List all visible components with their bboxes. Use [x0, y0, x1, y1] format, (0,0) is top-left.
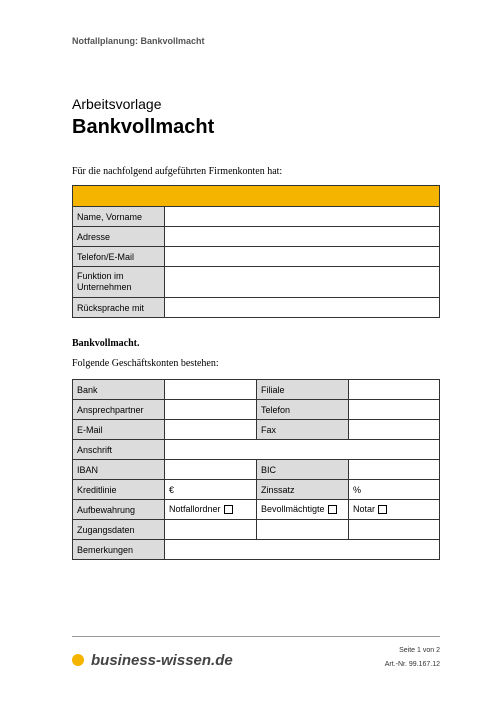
table-row: [73, 440, 440, 460]
label-filiale: Filiale: [257, 380, 349, 400]
article-number: Art.-Nr. 99.167.12: [384, 661, 440, 668]
bemerkungen-field[interactable]: [165, 540, 440, 560]
email-field[interactable]: [165, 420, 257, 440]
brand-logo: business-wissen.de: [91, 652, 233, 669]
table-row: [73, 420, 440, 440]
table-row: [73, 298, 440, 318]
ansprechpartner-field[interactable]: [165, 400, 257, 420]
label-email: E-Mail: [73, 420, 165, 440]
label-aufbewahrung: Aufbewahrung: [73, 500, 165, 520]
notfallordner-label: Notfallordner: [169, 504, 221, 515]
table-row: [73, 380, 440, 400]
row-label-function: Funktion im Unternehmen: [73, 267, 165, 298]
label-telefon: Telefon: [257, 400, 349, 420]
table-row: [73, 247, 440, 267]
row-label-phone-email: Telefon/E-Mail: [73, 247, 165, 267]
row-label-address: Adresse: [73, 227, 165, 247]
zinssatz-field[interactable]: [349, 480, 440, 500]
label-fax: Fax: [257, 420, 349, 440]
filiale-field[interactable]: [349, 380, 440, 400]
page-number: Seite 1 von 2: [399, 647, 440, 654]
running-header: Notfallplanung: Bankvollmacht: [72, 36, 205, 46]
row-label-name: Name, Vorname: [73, 207, 165, 227]
iban-field[interactable]: [165, 460, 257, 480]
bank-field[interactable]: [165, 380, 257, 400]
brand-dot-icon: [72, 654, 84, 666]
notar-checkbox[interactable]: [378, 505, 387, 514]
telefon-field[interactable]: [349, 400, 440, 420]
label-bic: BIC: [257, 460, 349, 480]
table-row: [73, 460, 440, 480]
label-anschrift: Anschrift: [73, 440, 165, 460]
document-title: Bankvollmacht: [72, 116, 215, 138]
table-row: [73, 500, 440, 520]
function-field[interactable]: [165, 267, 440, 298]
footer-divider: [72, 636, 440, 637]
authorized-person-table: [72, 185, 440, 318]
fax-field[interactable]: [349, 420, 440, 440]
kreditlinie-field[interactable]: [165, 480, 257, 500]
option-bevollmaechtigte: [257, 500, 349, 520]
table-row: [73, 520, 440, 540]
phone-email-field[interactable]: [165, 247, 440, 267]
bevollmaechtigte-checkbox[interactable]: [328, 505, 337, 514]
option-notfallordner: [165, 500, 257, 520]
row-label-contact: Rücksprache mit: [73, 298, 165, 318]
label-bank: Bank: [73, 380, 165, 400]
notfallordner-checkbox[interactable]: [224, 505, 233, 514]
section-heading: Bankvollmacht.: [72, 338, 140, 349]
table-row: [73, 267, 440, 298]
zugangsdaten-field-3[interactable]: [349, 520, 440, 540]
label-zinssatz: Zinssatz: [257, 480, 349, 500]
table-header-bar: [73, 186, 440, 207]
label-zugangsdaten: Zugangsdaten: [73, 520, 165, 540]
option-notar: [349, 500, 440, 520]
contact-field[interactable]: [165, 298, 440, 318]
intro-text: Für die nachfolgend aufgeführten Firmenkonten hat:: [72, 166, 283, 177]
name-field[interactable]: [165, 207, 440, 227]
label-iban: IBAN: [73, 460, 165, 480]
table-row: [73, 480, 440, 500]
percent-unit: %: [353, 484, 362, 495]
zugangsdaten-field-2[interactable]: [257, 520, 349, 540]
document-supertitle: Arbeitsvorlage: [72, 96, 162, 112]
table-row: [73, 400, 440, 420]
table-row: [73, 540, 440, 560]
label-kreditlinie: Kreditlinie: [73, 480, 165, 500]
accounts-intro: Folgende Geschäftskonten bestehen:: [72, 358, 219, 369]
accounts-table: [72, 379, 440, 560]
bic-field[interactable]: [349, 460, 440, 480]
label-ansprechpartner: Ansprechpartner: [73, 400, 165, 420]
notar-label: Notar: [353, 504, 376, 515]
anschrift-field[interactable]: [165, 440, 440, 460]
label-bemerkungen: Bemerkungen: [73, 540, 165, 560]
table-row: [73, 207, 440, 227]
euro-unit: €: [169, 484, 175, 495]
table-row: [73, 227, 440, 247]
address-field[interactable]: [165, 227, 440, 247]
bevollmaechtigte-label: Bevollmächtigte: [261, 504, 325, 515]
zugangsdaten-field-1[interactable]: [165, 520, 257, 540]
